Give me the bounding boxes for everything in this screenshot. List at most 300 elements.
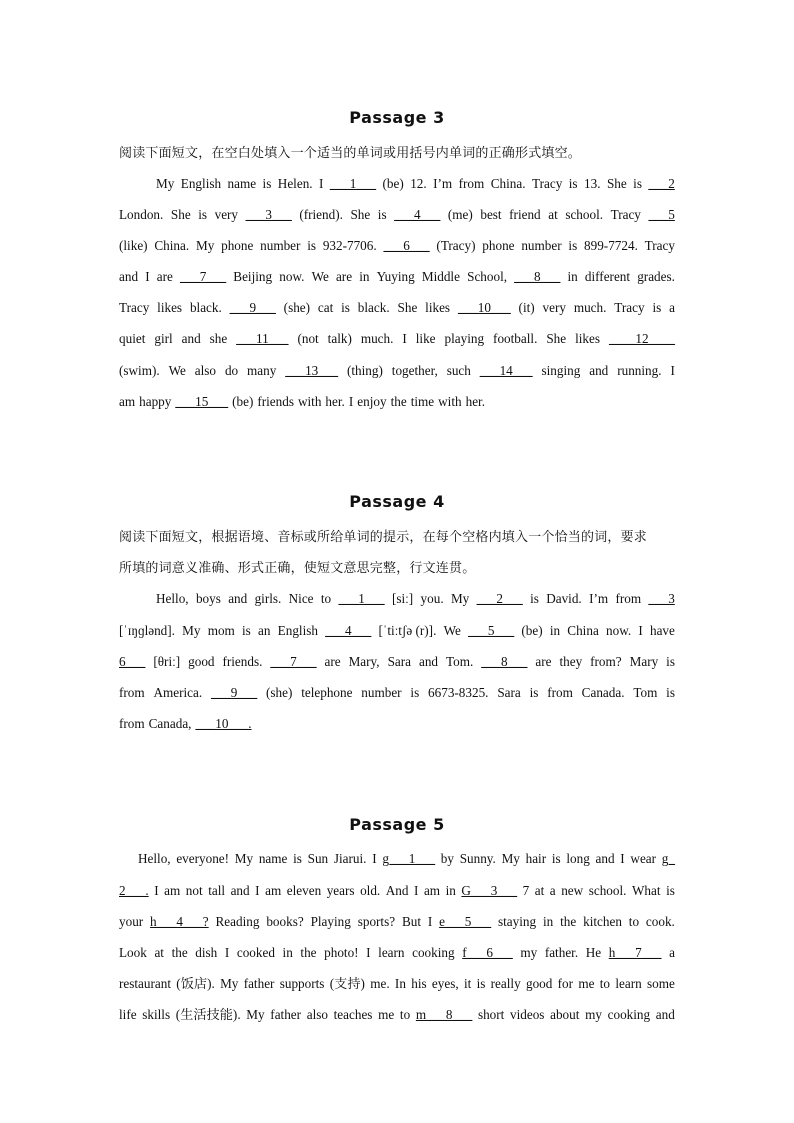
word: I bbox=[402, 331, 407, 346]
word: me bbox=[578, 976, 595, 991]
passage-3-line bbox=[119, 392, 675, 412]
word: China. bbox=[154, 238, 190, 253]
word: also bbox=[194, 363, 217, 378]
answer-blank[interactable]: 6___ bbox=[119, 654, 146, 669]
word: boys bbox=[195, 591, 221, 606]
word: America. bbox=[153, 685, 203, 700]
word: In bbox=[394, 976, 406, 991]
word: the bbox=[560, 914, 577, 929]
passage-4-line bbox=[156, 589, 675, 609]
word: Hello, bbox=[156, 591, 189, 606]
word: learn bbox=[615, 976, 642, 991]
word: [θriː] bbox=[153, 654, 181, 669]
answer-blank[interactable]: ___1___ bbox=[329, 176, 377, 191]
word: and bbox=[230, 883, 250, 898]
word: We bbox=[168, 363, 186, 378]
word: My bbox=[246, 1007, 265, 1022]
word: We bbox=[443, 623, 461, 638]
answer-blank[interactable]: ___8___ bbox=[514, 269, 561, 284]
word: at bbox=[548, 207, 558, 222]
word: me. bbox=[370, 976, 390, 991]
word: But bbox=[401, 914, 422, 929]
word: everyone! bbox=[176, 851, 230, 866]
word: enjoy bbox=[357, 394, 387, 409]
word: I bbox=[348, 394, 354, 409]
word: My bbox=[195, 238, 215, 253]
word: is bbox=[307, 238, 317, 253]
answer-blank[interactable]: f___6___ bbox=[462, 945, 513, 960]
word: father. bbox=[544, 945, 579, 960]
answer-blank[interactable]: ___13___ bbox=[285, 363, 339, 378]
word: I bbox=[372, 851, 377, 866]
answer-blank[interactable]: ___3___ bbox=[245, 207, 292, 222]
word: also bbox=[306, 1007, 328, 1022]
word: am bbox=[119, 394, 136, 409]
word: (me) bbox=[447, 207, 473, 222]
passage-3-line bbox=[119, 205, 675, 225]
answer-blank[interactable]: ___2___ bbox=[476, 591, 523, 606]
passage-4-title: Passage 4 bbox=[349, 492, 445, 511]
word: Sunny. bbox=[459, 851, 496, 866]
word: is bbox=[568, 238, 578, 253]
word: from bbox=[119, 716, 145, 731]
word: am bbox=[423, 883, 441, 898]
word: is bbox=[529, 685, 539, 700]
word: [ˈɪŋɡlənd]. bbox=[119, 623, 175, 638]
word: (生活技能). bbox=[175, 1007, 241, 1022]
word: Canada. bbox=[581, 685, 625, 700]
word: the bbox=[171, 945, 188, 960]
word: short bbox=[477, 1007, 505, 1022]
word: Tracy bbox=[119, 300, 150, 315]
word: is bbox=[666, 883, 675, 898]
word: Nice bbox=[288, 591, 314, 606]
word: in bbox=[542, 914, 554, 929]
word: Middle bbox=[421, 269, 460, 284]
word: I bbox=[427, 914, 433, 929]
word: and bbox=[589, 363, 609, 378]
answer-blank[interactable]: ___14___ bbox=[479, 363, 533, 378]
answer-blank[interactable]: ____12____ bbox=[608, 331, 675, 346]
word: My bbox=[156, 176, 175, 191]
passage-5-line bbox=[119, 943, 675, 963]
word: am bbox=[164, 883, 181, 898]
word: Beijing bbox=[233, 269, 273, 284]
word: (be) bbox=[382, 176, 404, 191]
word: is bbox=[293, 851, 302, 866]
answer-blank[interactable]: g_ bbox=[661, 851, 675, 866]
word: am bbox=[265, 883, 282, 898]
answer-blank[interactable]: ___3 bbox=[648, 591, 675, 606]
word: for bbox=[557, 976, 574, 991]
answer-blank[interactable]: G___3___ bbox=[461, 883, 518, 898]
word: phone bbox=[221, 238, 254, 253]
word: a bbox=[669, 300, 675, 315]
word: father bbox=[243, 976, 275, 991]
word: I bbox=[224, 945, 230, 960]
word: 899-7724. bbox=[584, 238, 638, 253]
word: [siː] bbox=[391, 591, 414, 606]
word: is bbox=[633, 176, 642, 191]
answer-blank[interactable]: ___10___ bbox=[457, 300, 511, 315]
word: together, bbox=[391, 363, 438, 378]
word: wear bbox=[630, 851, 657, 866]
word: [ˈtiːtʃə (r)]. bbox=[378, 623, 437, 638]
word: Tracy bbox=[644, 238, 675, 253]
word: about bbox=[550, 1007, 580, 1022]
answer-blank[interactable]: 2___. bbox=[119, 883, 149, 898]
word: Hello, bbox=[138, 851, 171, 866]
word: number bbox=[361, 685, 402, 700]
word: at bbox=[534, 883, 545, 898]
word: name bbox=[258, 851, 288, 866]
word: new bbox=[561, 883, 584, 898]
word: number bbox=[521, 238, 562, 253]
word: my bbox=[520, 945, 538, 960]
word: My bbox=[182, 623, 201, 638]
answer-blank[interactable]: h___7___ bbox=[608, 945, 662, 960]
passage-3-line bbox=[156, 174, 675, 194]
word: cook. bbox=[645, 914, 675, 929]
word: are bbox=[335, 269, 353, 284]
word: much. bbox=[573, 300, 607, 315]
word: is bbox=[568, 176, 578, 191]
word: London. bbox=[119, 207, 164, 222]
word: I bbox=[638, 623, 643, 638]
word: books? bbox=[266, 914, 304, 929]
word: (she) bbox=[265, 685, 293, 700]
word: What bbox=[631, 883, 661, 898]
word: Sara bbox=[497, 685, 521, 700]
word: and bbox=[181, 331, 201, 346]
word: with bbox=[438, 394, 462, 409]
word: my bbox=[585, 1007, 602, 1022]
word: life bbox=[119, 1007, 137, 1022]
word: is bbox=[666, 654, 675, 669]
word: dish bbox=[195, 945, 218, 960]
word: from? bbox=[590, 654, 622, 669]
word: I bbox=[366, 945, 371, 960]
word: good bbox=[188, 654, 215, 669]
word: now. bbox=[606, 623, 632, 638]
word: (be) bbox=[521, 623, 543, 638]
word: I bbox=[670, 363, 675, 378]
word: black. bbox=[357, 300, 390, 315]
word: She bbox=[606, 176, 627, 191]
word: school. bbox=[588, 883, 627, 898]
word: old. bbox=[360, 883, 381, 898]
answer-blank[interactable]: g___1___ bbox=[382, 851, 436, 866]
answer-blank[interactable]: ___2 bbox=[648, 176, 675, 191]
word: is bbox=[551, 851, 561, 866]
passage-4-line bbox=[119, 652, 675, 672]
word: teaches bbox=[333, 1007, 373, 1022]
word: learn bbox=[378, 945, 405, 960]
word: Tom. bbox=[445, 654, 474, 669]
word: (swim). bbox=[119, 363, 160, 378]
word: cooking bbox=[412, 945, 455, 960]
word: Tracy bbox=[614, 300, 645, 315]
passage-4-line bbox=[119, 683, 675, 703]
word: like bbox=[415, 331, 436, 346]
word: is bbox=[262, 176, 272, 191]
word: now. bbox=[279, 269, 305, 284]
word: grades. bbox=[637, 269, 675, 284]
word: 6673-8325. bbox=[428, 685, 489, 700]
passage-3-line bbox=[119, 329, 675, 349]
word: me bbox=[378, 1007, 395, 1022]
word: the bbox=[390, 394, 407, 409]
passage-3-line bbox=[119, 298, 675, 318]
word: friend bbox=[509, 207, 541, 222]
passage-3-line bbox=[119, 267, 675, 287]
word: (be) bbox=[232, 394, 254, 409]
word: sports? bbox=[357, 914, 396, 929]
word: 12. bbox=[410, 176, 427, 191]
word: singing bbox=[541, 363, 581, 378]
word: (not bbox=[297, 331, 319, 346]
answer-blank[interactable]: ___4___ bbox=[394, 207, 441, 222]
word: she bbox=[209, 331, 228, 346]
word: name bbox=[227, 176, 257, 191]
word: He bbox=[585, 945, 602, 960]
word: long bbox=[566, 851, 590, 866]
word: 13. bbox=[584, 176, 601, 191]
word: football. bbox=[493, 331, 538, 346]
answer-blank[interactable]: ___9___ bbox=[211, 685, 258, 700]
word: (支持) bbox=[329, 976, 365, 991]
word: English bbox=[277, 623, 318, 638]
word: to bbox=[399, 1007, 411, 1022]
word: I bbox=[154, 883, 159, 898]
word: talk) bbox=[327, 331, 352, 346]
answer-blank[interactable]: ___10___. bbox=[195, 716, 252, 731]
word: the bbox=[300, 945, 317, 960]
word: different bbox=[584, 269, 631, 284]
word: very bbox=[214, 207, 239, 222]
word: My bbox=[450, 591, 470, 606]
word: School, bbox=[467, 269, 508, 284]
word: phone bbox=[482, 238, 515, 253]
word: (it) bbox=[518, 300, 535, 315]
word: likes bbox=[157, 300, 183, 315]
word: Helen. bbox=[277, 176, 313, 191]
word: a bbox=[549, 883, 556, 898]
word: is bbox=[410, 685, 420, 700]
word: are bbox=[535, 654, 552, 669]
word: girls. bbox=[254, 591, 282, 606]
word: in bbox=[445, 883, 456, 898]
word: from bbox=[615, 591, 642, 606]
word: is bbox=[476, 976, 486, 991]
word: an bbox=[258, 623, 271, 638]
passage-3-line bbox=[119, 236, 675, 256]
word: likes bbox=[575, 331, 601, 346]
word: with bbox=[297, 394, 322, 409]
word: father bbox=[270, 1007, 302, 1022]
word: I bbox=[319, 176, 324, 191]
word: happy bbox=[139, 394, 172, 409]
word: you. bbox=[420, 591, 444, 606]
word: mom bbox=[207, 623, 235, 638]
answer-blank[interactable]: ___6___ bbox=[383, 238, 430, 253]
word: videos bbox=[510, 1007, 545, 1022]
word: is bbox=[198, 207, 208, 222]
word: by bbox=[440, 851, 454, 866]
passage-5-title: Passage 5 bbox=[349, 815, 445, 834]
word: is bbox=[377, 207, 387, 222]
word: tall bbox=[208, 883, 226, 898]
word: and bbox=[228, 591, 248, 606]
word: are bbox=[324, 654, 341, 669]
word: hair bbox=[525, 851, 547, 866]
word: is bbox=[652, 300, 662, 315]
word: likes bbox=[425, 300, 451, 315]
passage-3-title: Passage 3 bbox=[349, 108, 445, 127]
word: staying bbox=[498, 914, 537, 929]
answer-blank[interactable]: ___15___ bbox=[175, 394, 229, 409]
word: to bbox=[320, 591, 332, 606]
word: her. bbox=[465, 394, 486, 409]
answer-blank[interactable]: ___1___ bbox=[338, 591, 385, 606]
passage-5-line bbox=[138, 849, 675, 869]
word: I bbox=[620, 851, 625, 866]
word: much. bbox=[360, 331, 394, 346]
passage-4-line bbox=[119, 714, 675, 734]
word: in bbox=[282, 945, 293, 960]
word: in bbox=[567, 269, 578, 284]
word: She bbox=[397, 300, 418, 315]
word: to bbox=[599, 976, 611, 991]
answer-blank[interactable]: ___5 bbox=[648, 207, 675, 222]
word: (饭店). bbox=[176, 976, 215, 991]
word: Sun bbox=[307, 851, 329, 866]
word: Mary, bbox=[348, 654, 380, 669]
word: She bbox=[546, 331, 567, 346]
word: My bbox=[220, 976, 239, 991]
word: in bbox=[359, 269, 370, 284]
passage-5-line bbox=[119, 881, 675, 901]
word: they bbox=[559, 654, 583, 669]
answer-blank[interactable]: ___7___ bbox=[270, 654, 317, 669]
answer-blank[interactable]: e___5___ bbox=[439, 914, 492, 929]
answer-blank[interactable]: h___4___? bbox=[150, 914, 209, 929]
word: I’m bbox=[433, 176, 453, 191]
word: (thing) bbox=[346, 363, 383, 378]
word: very bbox=[542, 300, 566, 315]
word: his bbox=[411, 976, 427, 991]
word: really bbox=[490, 976, 521, 991]
word: years bbox=[326, 883, 355, 898]
word: not bbox=[185, 883, 203, 898]
word: (friend). bbox=[299, 207, 343, 222]
word: number bbox=[260, 238, 301, 253]
word: David. bbox=[546, 591, 582, 606]
answer-blank[interactable]: ___9___ bbox=[229, 300, 276, 315]
word: China. bbox=[490, 176, 526, 191]
word: eleven bbox=[286, 883, 322, 898]
word: friends bbox=[257, 394, 294, 409]
word: friends. bbox=[222, 654, 263, 669]
word: Reading bbox=[215, 914, 260, 929]
word: such bbox=[446, 363, 471, 378]
passage-4-instruction-line: 所填的词意义准确、形式正确，使短文意思完整，行文连贯。 bbox=[119, 561, 476, 576]
word: from bbox=[458, 176, 485, 191]
word: eyes, bbox=[431, 976, 459, 991]
word: And bbox=[385, 883, 409, 898]
word: do bbox=[224, 363, 239, 378]
word: supports bbox=[279, 976, 325, 991]
passage-3-line bbox=[119, 361, 675, 381]
word: and bbox=[595, 851, 615, 866]
word: She bbox=[350, 207, 371, 222]
word: Jiarui. bbox=[333, 851, 367, 866]
word: and bbox=[655, 1007, 675, 1022]
word: telephone bbox=[301, 685, 353, 700]
word: black. bbox=[189, 300, 222, 315]
word: at bbox=[154, 945, 164, 960]
word: is bbox=[242, 623, 251, 638]
word: (she) bbox=[283, 300, 311, 315]
passage-3-instruction: 阅读下面短文，在空白处填入一个适当的单词或用括号内单词的正确形式填空。 bbox=[119, 146, 582, 161]
word: skills bbox=[142, 1007, 171, 1022]
answer-blank[interactable]: ___4___ bbox=[325, 623, 372, 638]
word: 7 bbox=[522, 883, 530, 898]
word: We bbox=[311, 269, 329, 284]
answer-blank[interactable]: ___11___ bbox=[236, 331, 289, 346]
word: I bbox=[145, 269, 150, 284]
answer-blank[interactable]: m___8___ bbox=[415, 1007, 473, 1022]
word: a bbox=[669, 945, 675, 960]
word: cooked bbox=[236, 945, 275, 960]
word: Yuying bbox=[376, 269, 415, 284]
word: My bbox=[234, 851, 254, 866]
passage-4-line bbox=[119, 621, 675, 641]
word: good bbox=[525, 976, 553, 991]
word: girl bbox=[154, 331, 173, 346]
word: and bbox=[119, 269, 139, 284]
word: Playing bbox=[310, 914, 351, 929]
word: from bbox=[119, 685, 145, 700]
word: Canada, bbox=[148, 716, 192, 731]
word: running. bbox=[617, 363, 662, 378]
word: playing bbox=[444, 331, 485, 346]
answer-blank[interactable]: ___8___ bbox=[481, 654, 528, 669]
word: I bbox=[414, 883, 419, 898]
word: kitchen bbox=[583, 914, 622, 929]
word: She bbox=[170, 207, 191, 222]
passage-5-line bbox=[119, 1005, 675, 1025]
word: is bbox=[666, 685, 675, 700]
answer-blank[interactable]: ___5___ bbox=[468, 623, 515, 638]
passage-5-line bbox=[119, 974, 675, 994]
word: Tom bbox=[633, 685, 658, 700]
word: have bbox=[649, 623, 675, 638]
word: best bbox=[480, 207, 502, 222]
word: her. bbox=[325, 394, 345, 409]
passage-5-line bbox=[119, 912, 675, 932]
word: (like) bbox=[119, 238, 148, 253]
word: Tracy bbox=[610, 207, 641, 222]
word: restaurant bbox=[119, 976, 171, 991]
word: My bbox=[501, 851, 520, 866]
word: is bbox=[530, 591, 539, 606]
word: China bbox=[567, 623, 599, 638]
answer-blank[interactable]: ___7___ bbox=[179, 269, 227, 284]
word: English bbox=[180, 176, 222, 191]
word: some bbox=[646, 976, 675, 991]
word: it bbox=[463, 976, 472, 991]
